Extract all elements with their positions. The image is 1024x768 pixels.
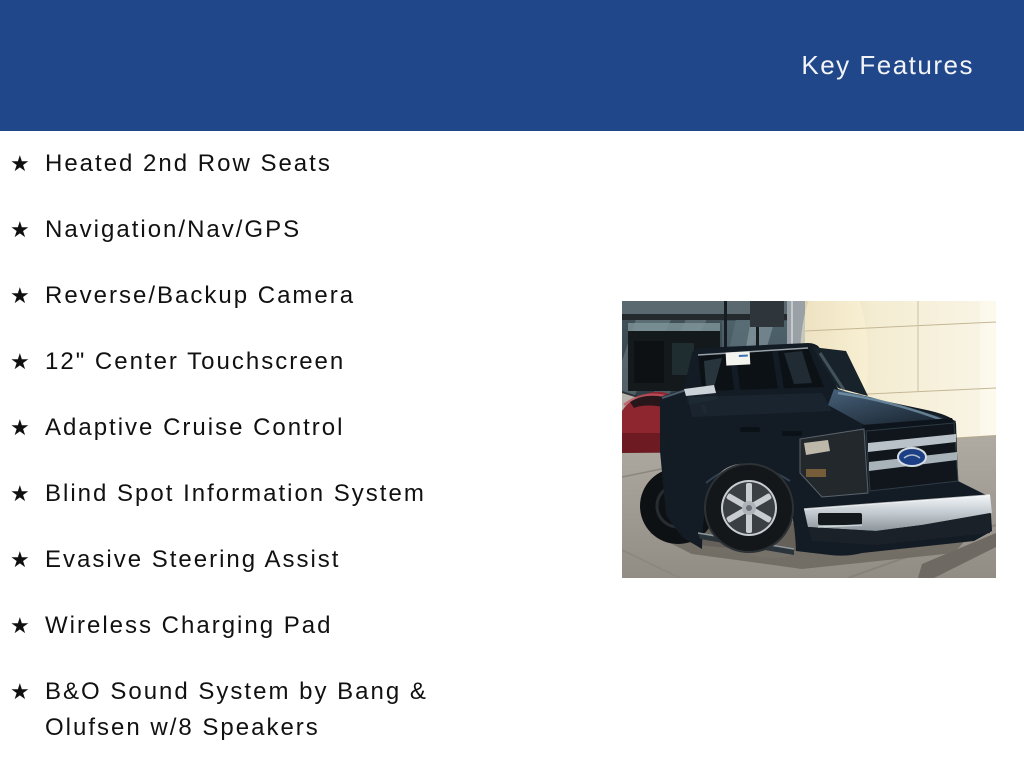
star-bullet-icon: ★ <box>10 217 30 242</box>
star-bullet-icon: ★ <box>10 613 30 638</box>
feature-list-item <box>10 476 490 512</box>
feature-text: Evasive Steering Assist <box>45 546 341 573</box>
feature-text: Reverse/Backup Camera <box>45 282 356 309</box>
ford-oval-badge <box>898 448 926 466</box>
feature-list-item <box>10 278 490 314</box>
features-list <box>10 146 490 768</box>
star-bullet-icon: ★ <box>10 349 30 374</box>
star-bullet-icon: ★ <box>10 283 30 308</box>
feature-list-item <box>10 212 490 248</box>
feature-list-item <box>10 146 490 182</box>
front-wheel <box>704 463 794 553</box>
vehicle-photo <box>622 301 996 578</box>
star-bullet-icon: ★ <box>10 415 30 440</box>
feature-text: B&O Sound System by Bang & Olufsen w/8 Speakers <box>45 678 428 741</box>
page-title: Key Features <box>801 50 974 80</box>
feature-list-item <box>10 410 490 446</box>
star-bullet-icon: ★ <box>10 547 30 572</box>
feature-list-item <box>10 344 490 380</box>
feature-text: Heated 2nd Row Seats <box>45 150 332 177</box>
star-bullet-icon: ★ <box>10 679 30 704</box>
feature-list-item <box>10 542 490 578</box>
star-bullet-icon: ★ <box>10 151 30 176</box>
feature-text: Wireless Charging Pad <box>45 612 333 639</box>
feature-text: Blind Spot Information System <box>45 480 426 507</box>
header-band <box>0 0 1024 131</box>
feature-text: Adaptive Cruise Control <box>45 414 345 441</box>
feature-list-item <box>10 674 490 746</box>
feature-list-item <box>10 608 490 644</box>
feature-text: Navigation/Nav/GPS <box>45 216 302 243</box>
star-bullet-icon: ★ <box>10 481 30 506</box>
feature-text: 12" Center Touchscreen <box>45 348 346 375</box>
